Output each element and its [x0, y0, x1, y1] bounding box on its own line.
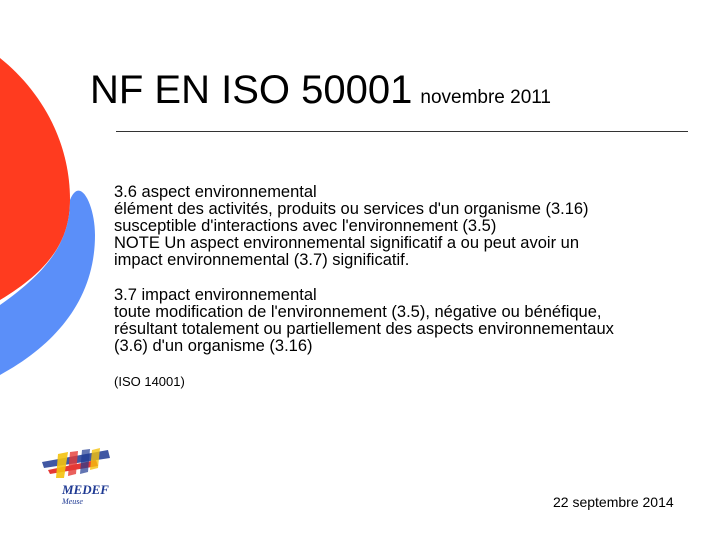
footer-date: 22 septembre 2014	[553, 494, 674, 510]
definitions-content	[114, 184, 704, 403]
definition-line: élément des activités, produits ou services d'un organisme (3.16)	[114, 200, 589, 218]
definition-line: résultant totalement ou partiellement des aspects environnementaux	[114, 320, 614, 338]
definition-line: (3.6) d'un organisme (3.16)	[114, 337, 313, 355]
logo-name: MEDEF	[62, 482, 109, 497]
definition-term: 3.6 aspect environnemental	[114, 183, 317, 201]
title-main: NF EN ISO 50001	[90, 68, 413, 112]
definition-line: NOTE Un aspect environnemental significatif a ou peut avoir un	[114, 234, 579, 252]
decorative-arcs	[0, 0, 120, 400]
title-divider	[116, 131, 688, 132]
definition-block	[114, 184, 704, 269]
definition-term: 3.7 impact environnemental	[114, 286, 317, 304]
page-title	[90, 68, 551, 113]
logo-text	[62, 484, 109, 508]
definition-line: susceptible d'interactions avec l'environnement (3.5)	[114, 217, 497, 235]
logo-subtitle: Meuse	[62, 497, 83, 506]
definition-block	[114, 287, 704, 355]
definition-line: impact environnemental (3.7) significatif.	[114, 251, 410, 269]
title-date: novembre 2011	[420, 87, 551, 108]
definition-line: toute modification de l'environnement (3.5), négative ou bénéfique,	[114, 303, 602, 321]
source-reference: (ISO 14001)	[114, 374, 185, 389]
